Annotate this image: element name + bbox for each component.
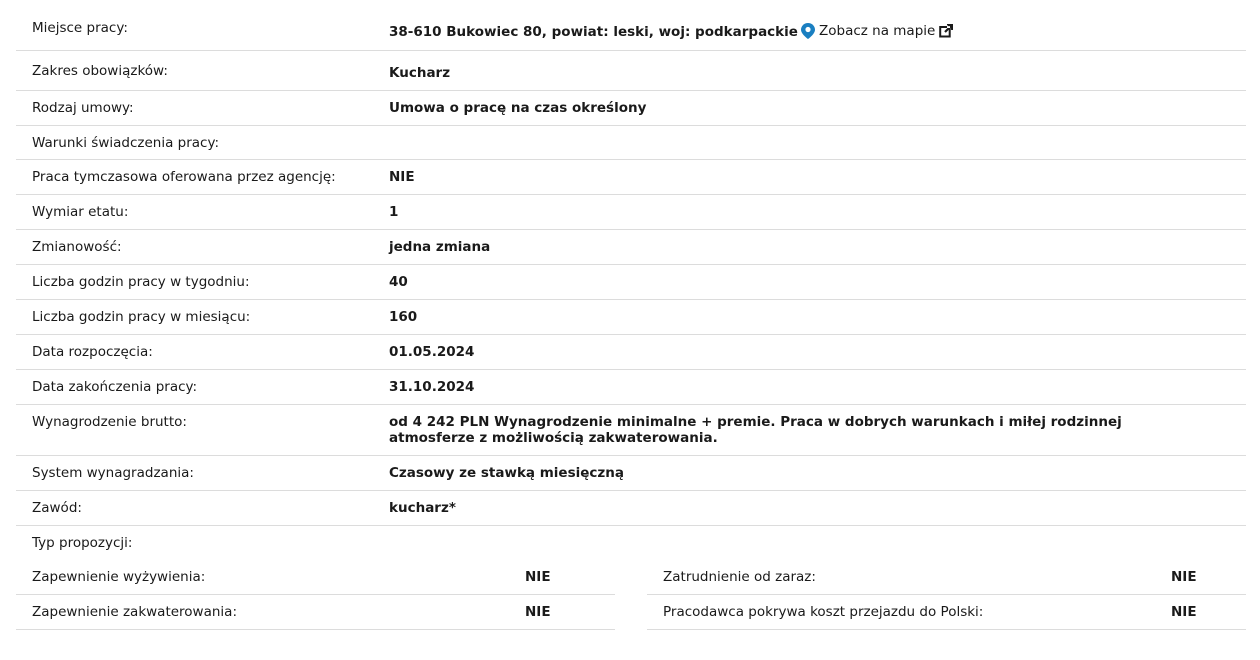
proposal-row-meals [16,560,615,595]
table-row-end-date [16,370,1246,405]
table-row-temp-work [16,160,1246,195]
table-row-work-conditions [16,126,1246,160]
row-label: Data rozpoczęcia: [32,344,153,360]
row-value: 1 [389,204,399,220]
row-label: Wynagrodzenie brutto: [32,414,187,430]
row-label: Typ propozycji: [32,535,133,551]
proposal-value: NIE [1171,604,1197,620]
row-value [389,535,1246,560]
map-pin-icon [801,23,815,39]
proposal-row-immediate-hire [647,560,1246,595]
row-label: Praca tymczasowa oferowana przez agencję: [32,169,336,185]
map-link-label: Zobacz na mapie [819,23,936,39]
table-row-salary [16,405,1246,456]
row-label: Miejsce pracy: [32,20,128,36]
row-value [389,135,1246,159]
proposal-value: NIE [525,604,551,620]
proposal-value: NIE [1171,569,1197,585]
table-row-proposal-type [16,526,1246,560]
row-value: 40 [389,274,408,290]
row-label: Rodzaj umowy: [32,100,134,116]
row-value: NIE [389,169,415,185]
row-label: Zakres obowiązków: [32,63,168,79]
row-value: 160 [389,309,418,325]
row-label: Data zakończenia pracy: [32,379,198,395]
proposal-row-accommodation [16,595,615,630]
row-label: Liczba godzin pracy w tygodniu: [32,274,250,290]
row-value: 38-610 Bukowiec 80, powiat: leski, woj: podkarpackie [389,24,798,40]
row-label: Zmianowość: [32,239,122,255]
proposal-right-column [647,560,1246,630]
proposal-label: Zapewnienie zakwaterowania: [32,604,237,620]
table-row-weekly-hours [16,265,1246,300]
row-value: 31.10.2024 [389,379,475,395]
external-link-icon [939,24,953,38]
table-row-working-time [16,195,1246,230]
row-value: od 4 242 PLN Wynagrodzenie minimalne + premie. Praca w dobrych warunkach i miłej rodzinnej atmosferze z możliwością zakwaterowania. [389,414,1122,446]
row-value: kucharz* [389,500,456,516]
table-row-occupation [16,491,1246,526]
proposal-grid [16,560,1246,630]
table-row-workplace [16,0,1246,51]
row-label: Warunki świadczenia pracy: [32,135,220,151]
table-row-contract-type [16,91,1246,126]
proposal-label: Pracodawca pokrywa koszt przejazdu do Polski: [663,604,984,620]
table-row-start-date [16,335,1246,370]
row-label: Wymiar etatu: [32,204,129,220]
proposal-label: Zapewnienie wyżywienia: [32,569,206,585]
proposal-value: NIE [525,569,551,585]
proposal-left-column [16,560,615,630]
row-label: Liczba godzin pracy w miesiącu: [32,309,251,325]
row-value: Czasowy ze stawką miesięczną [389,465,624,481]
table-row-shifts [16,230,1246,265]
proposal-label: Zatrudnienie od zaraz: [663,569,816,585]
row-label: Zawód: [32,500,82,516]
details-table [16,0,1246,560]
show-on-map-link[interactable] [801,23,953,39]
row-value: Kucharz [389,65,451,81]
table-row-monthly-hours [16,300,1246,335]
row-value: Umowa o pracę na czas określony [389,100,647,116]
row-value: jedna zmiana [389,239,491,255]
row-value: 01.05.2024 [389,344,475,360]
row-label: System wynagradzania: [32,465,194,481]
proposal-row-travel-cost [647,595,1246,630]
table-row-pay-system [16,456,1246,491]
table-row-duties [16,51,1246,91]
